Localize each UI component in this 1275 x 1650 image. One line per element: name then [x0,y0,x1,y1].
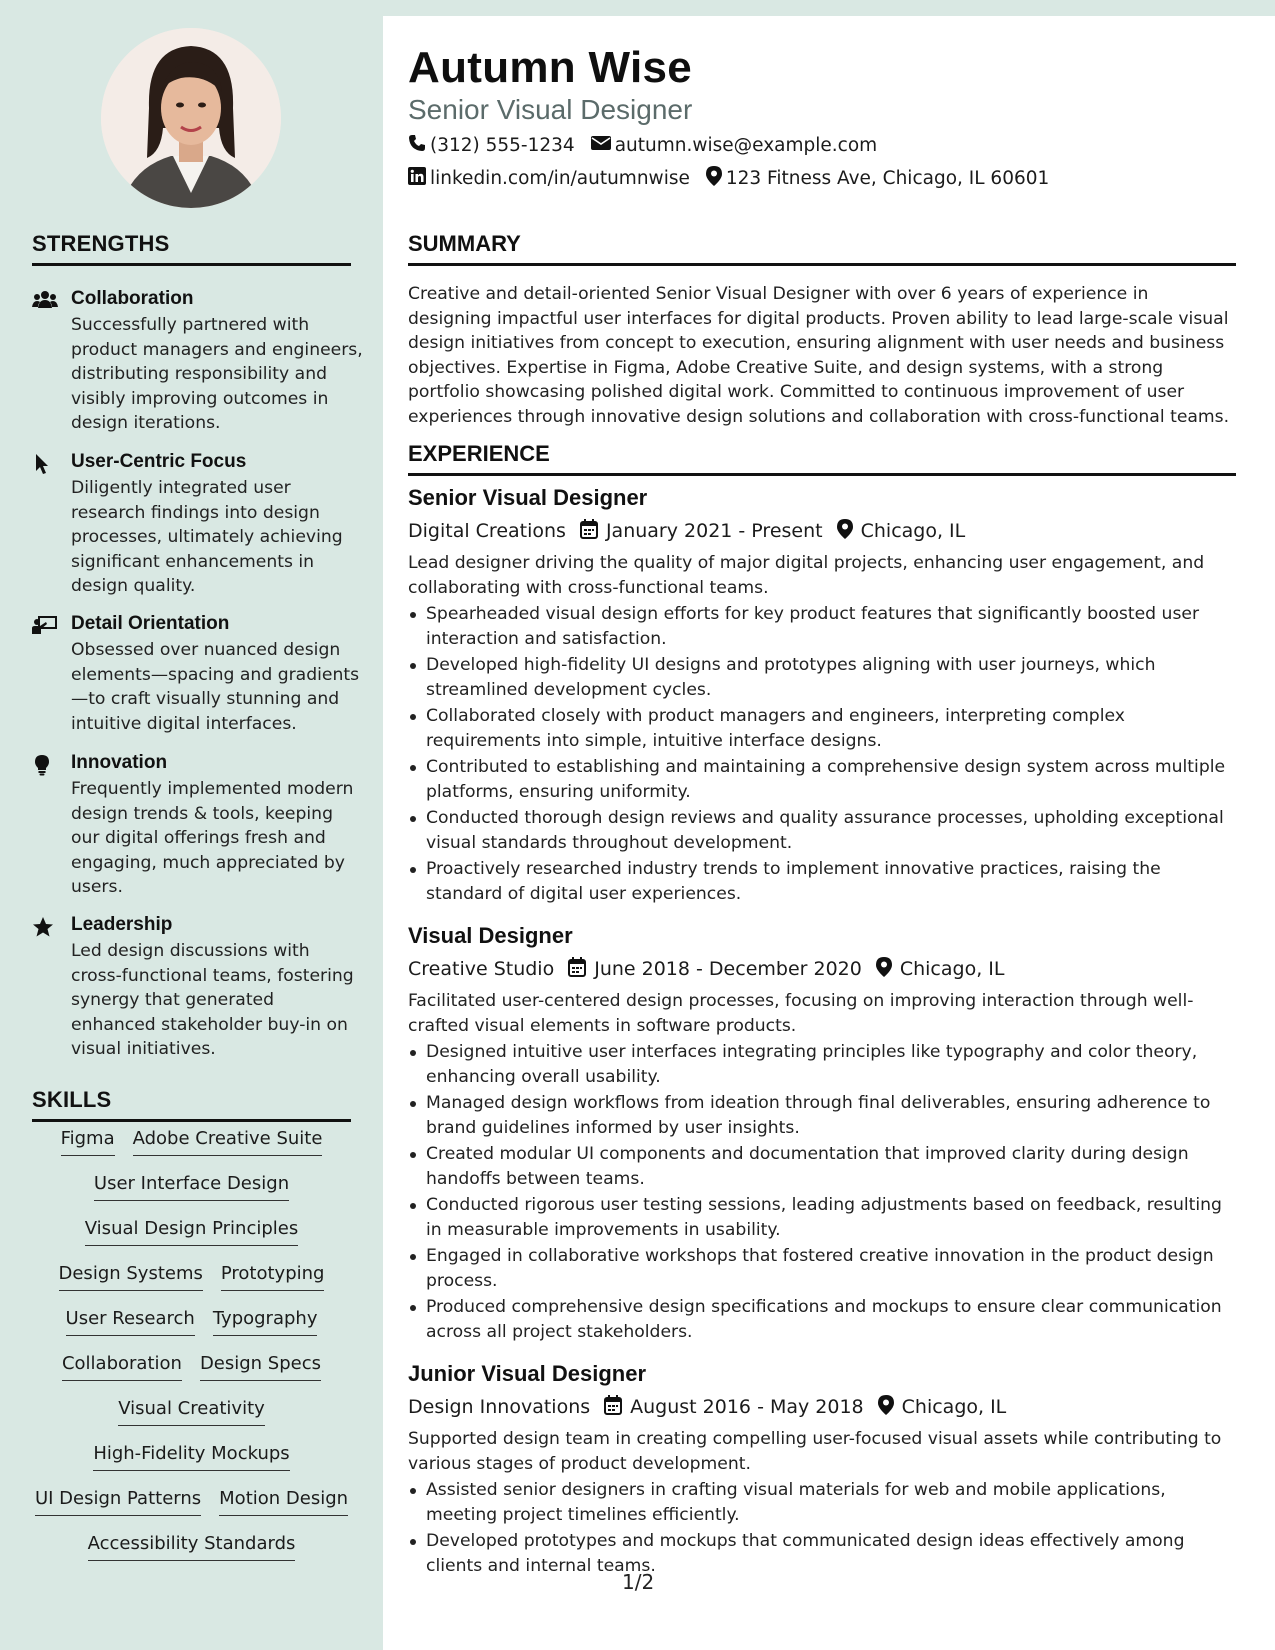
strength-title: User-Centric Focus [71,451,247,472]
job-location [878,1395,1007,1420]
map-pin-icon [837,519,861,544]
skill-tag: Design Systems [59,1263,203,1291]
job-dates [604,1395,864,1420]
main-content [383,16,1275,1650]
calendar-icon [604,1395,630,1420]
skill-tag: Collaboration [62,1353,182,1381]
skill-tag: Visual Design Principles [85,1218,298,1246]
job-bullets [408,1040,1248,1344]
job-bullet: Spearheaded visual design efforts for key product features that significantly boosted user interaction and satisfaction. [408,602,1236,651]
profile-photo [101,28,281,208]
job-bullet: Collaborated closely with product managers and engineers, interpreting complex requirements into simple, intuitive interface designs. [408,704,1236,753]
job-bullet: Proactively researched industry trends to implement innovative practices, raising the standard of digital user experiences. [408,857,1236,906]
strength-text: Obsessed over nuanced design elements—spacing and gradients—to craft visually stunning and intuitive digital interfaces. [71,640,360,734]
strengths-heading: STRENGTHS [32,231,351,266]
company-name: Creative Studio [408,958,555,980]
email-contact[interactable] [591,135,877,156]
job-location-text: Chicago, IL [860,520,966,542]
job-meta [408,953,1248,985]
skill-tag: Adobe Creative Suite [133,1128,323,1156]
job-location [876,957,1005,982]
job-bullets [408,1478,1248,1578]
map-pin-icon [878,1395,902,1420]
job-entry [408,1361,1248,1580]
users-icon [32,290,58,312]
presenter-icon [32,615,58,637]
page-number: 1/2 [622,1570,655,1594]
strength-text: Frequently implemented modern design trends & tools, keeping our digital offerings fresh and engaging, much appreciated by users. [71,779,354,897]
job-bullet: Engaged in collaborative workshops that fostered creative innovation in the product design process. [408,1244,1236,1293]
candidate-name: Autumn Wise [408,43,693,92]
skill-tag: Typography [213,1308,318,1336]
job-location-text: Chicago, IL [899,958,1005,980]
strength-text: Diligently integrated user research findings into design processes, ultimately achieving significant enhancements in design quality. [71,478,343,596]
contact-row [408,134,893,157]
linkedin-icon [408,167,430,190]
strength-title: Innovation [71,752,168,773]
job-title: Senior Visual Designer [408,485,648,510]
job-dates-text: August 2016 - May 2018 [630,1396,864,1418]
linkedin-contact[interactable] [408,167,690,190]
skills-heading: SKILLS [32,1087,351,1122]
calendar-icon [568,957,594,982]
strength-text: Successfully partnered with product managers and engineers, distributing responsibility and visibly improving outcomes in design iterations. [71,315,363,433]
experience-heading: EXPERIENCE [408,441,1236,476]
sidebar [0,0,383,1650]
job-bullets [408,602,1248,906]
job-meta [408,515,1248,547]
job-bullet: Produced comprehensive design specifications and mockups to ensure clear communication across all project stakeholders. [408,1295,1236,1344]
phone-icon [408,134,430,157]
phone-contact [408,134,575,157]
email-text: autumn.wise@example.com [614,135,878,156]
job-meta [408,1391,1248,1423]
job-bullet: Developed high-fidelity UI designs and prototypes aligning with user journeys, which streamlined development cycles. [408,653,1236,702]
company-name: Digital Creations [408,520,566,542]
strength-title: Detail Orientation [71,613,230,634]
job-bullet: Designed intuitive user interfaces integrating principles like typography and color theory, enhancing overall usability. [408,1040,1236,1089]
job-bullet: Assisted senior designers in crafting visual materials for web and mobile applications, meeting project timelines efficiently. [408,1478,1236,1527]
envelope-icon [591,135,615,156]
skill-tag: High-Fidelity Mockups [93,1443,289,1471]
job-location [837,519,966,544]
job-bullet: Created modular UI components and documentation that improved clarity during design handoffs between teams. [408,1142,1236,1191]
skill-tag: Visual Creativity [118,1398,265,1426]
job-title: Junior Visual Designer [408,1361,647,1386]
star-icon [32,916,58,938]
job-dates-text: January 2021 - Present [605,520,823,542]
strength-title: Leadership [71,914,173,935]
job-description: Facilitated user-centered design processes, focusing on improving interaction through well-crafted visual elements in software products. [408,991,1194,1036]
map-pin-icon [876,957,900,982]
skill-tag: UI Design Patterns [35,1488,201,1516]
candidate-role: Senior Visual Designer [408,94,693,125]
job-dates [568,957,862,982]
cursor-icon [32,453,58,475]
contact-row [408,166,1065,191]
skill-tag: Prototyping [221,1263,325,1291]
job-bullet: Developed prototypes and mockups that communicated design ideas effectively among clients and internal teams. [408,1529,1236,1578]
address-text: 123 Fitness Ave, Chicago, IL 60601 [725,168,1050,189]
job-description: Lead designer driving the quality of major digital projects, enhancing user engagement, and collaborating with cross-functional teams. [408,553,1205,598]
job-entry [408,485,1248,908]
job-description: Supported design team in creating compelling user-focused visual assets while contributing to various stages of product development. [408,1429,1222,1474]
skill-tag: User Research [66,1308,195,1336]
summary-heading: SUMMARY [408,231,1236,266]
skills-list [32,1128,351,1578]
job-dates [580,519,823,544]
skill-tag: Motion Design [219,1488,348,1516]
job-entry [408,923,1248,1346]
lightbulb-icon [32,754,58,776]
summary-text: Creative and detail-oriented Senior Visual Designer with over 6 years of experience in designing impactful user interfaces for digital products. Proven ability to lead large-scale visual design initiatives from concept to execution, ensuring alignment with user needs and business objectives. Expertise in Figma, Adobe Creative Suite, and design systems, with a strong portfolio showcasing polished digital work. Committed to continuous improvement of user experiences through innovative design solutions and collaboration with cross-functional teams. [408,284,1230,427]
calendar-icon [580,519,606,544]
strength-text: Led design discussions with cross-functional teams, fostering synergy that generated enhanced stakeholder buy-in on visual initiatives. [71,941,354,1059]
job-title: Visual Designer [408,923,573,948]
strength-title: Collaboration [71,288,194,309]
job-location-text: Chicago, IL [901,1396,1007,1418]
skill-tag: Design Specs [200,1353,321,1381]
skill-tag: Accessibility Standards [88,1533,296,1561]
company-name: Design Innovations [408,1396,591,1418]
job-bullet: Conducted thorough design reviews and quality assurance processes, upholding exceptional visual standards throughout development. [408,806,1236,855]
job-bullet: Contributed to establishing and maintaining a comprehensive design system across multiple platforms, ensuring uniformity. [408,755,1236,804]
job-bullet: Managed design workflows from ideation through final deliverables, ensuring adherence to brand guidelines informed by user insights. [408,1091,1236,1140]
linkedin-text: linkedin.com/in/autumnwise [430,168,690,189]
map-pin-icon [706,166,726,191]
phone-text: (312) 555-1234 [430,135,575,156]
skill-tag: User Interface Design [94,1173,289,1201]
job-dates-text: June 2018 - December 2020 [594,958,862,980]
address-contact [706,166,1049,191]
job-bullet: Conducted rigorous user testing sessions, leading adjustments based on feedback, resulting in measurable improvements in usability. [408,1193,1236,1242]
skill-tag: Figma [61,1128,115,1156]
